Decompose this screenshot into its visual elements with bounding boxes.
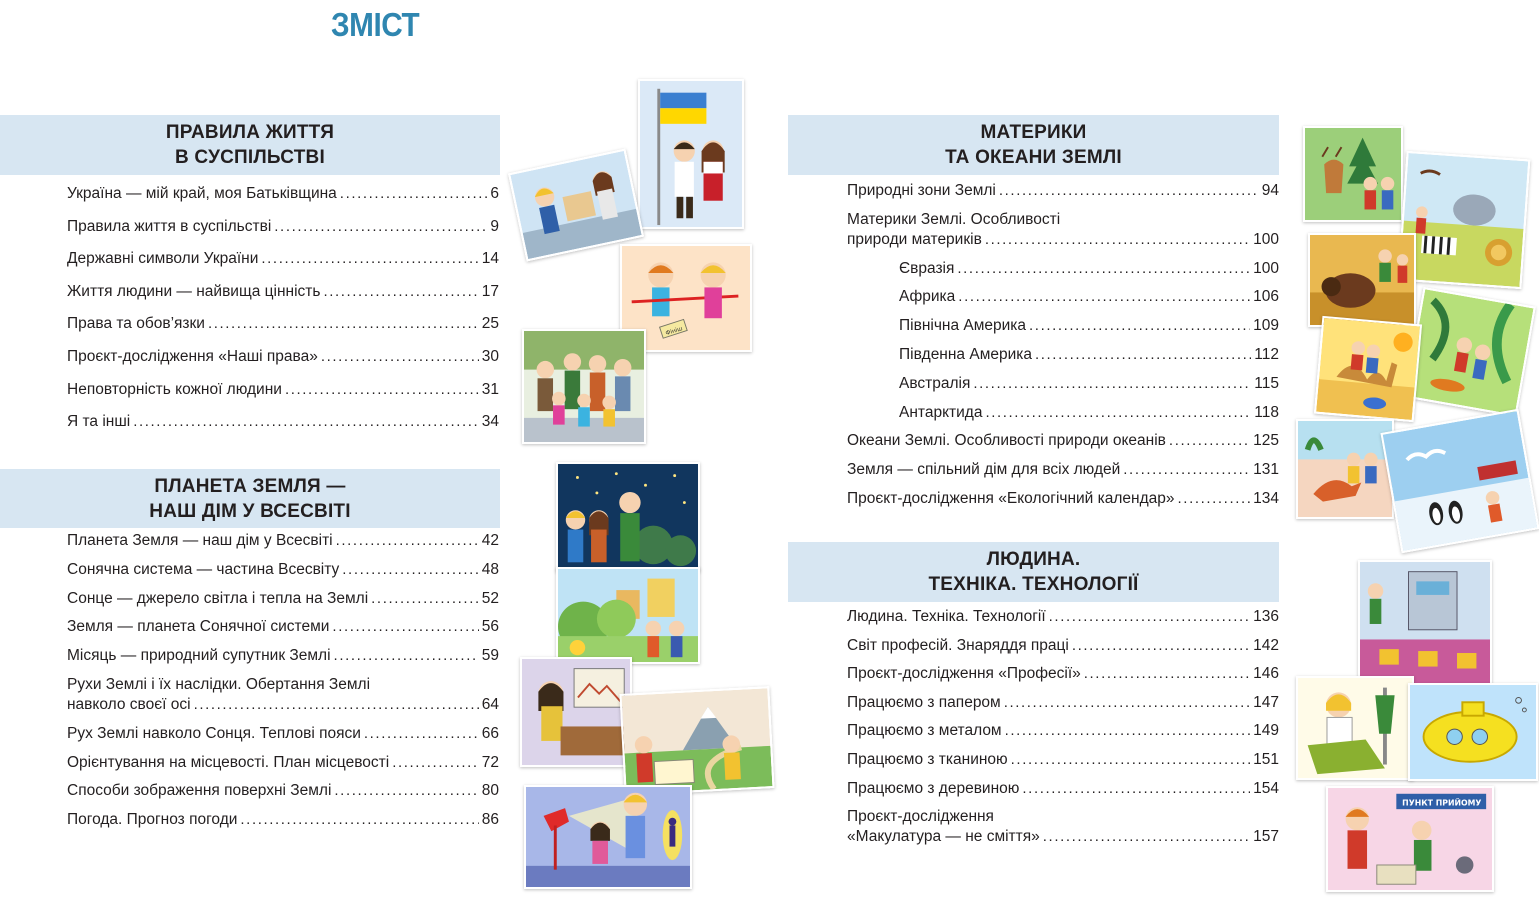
toc-entry[interactable] xyxy=(67,810,499,830)
toc-entry-title: Людина. Техніка. Технології xyxy=(847,608,1046,625)
section-header-planet-earth xyxy=(0,469,500,528)
illustration-paper-collection xyxy=(1326,786,1494,892)
toc-page-number: 100 xyxy=(1253,259,1279,277)
toc-dot-leader xyxy=(274,217,487,237)
toc-page-number: 118 xyxy=(1254,403,1279,421)
toc-page-number: 109 xyxy=(1253,317,1279,335)
toc-entry-title: Працюємо з деревиною xyxy=(847,779,1020,797)
toc-entry[interactable] xyxy=(67,347,499,367)
toc-entry[interactable] xyxy=(67,753,499,773)
illustration-submarine xyxy=(1408,683,1538,781)
toc-page-number: 134 xyxy=(1253,489,1279,507)
toc-dot-leader xyxy=(285,380,479,400)
toc-dot-leader xyxy=(334,646,479,666)
illustration-australia xyxy=(1296,419,1394,519)
toc-page-number: 149 xyxy=(1253,722,1279,740)
section-header-continents-oceans xyxy=(788,115,1279,175)
toc-entry[interactable] xyxy=(847,721,1279,741)
toc-entry[interactable] xyxy=(67,217,499,237)
toc-dot-leader xyxy=(958,287,1250,307)
toc-page-number: 80 xyxy=(481,782,499,800)
illustration-light-shadow xyxy=(524,785,692,889)
finish-sign-text: Фініш xyxy=(665,326,684,338)
toc-page-number: 6 xyxy=(490,185,499,202)
toc-list-human-technology xyxy=(847,607,1279,847)
toc-dot-leader xyxy=(334,781,478,801)
toc-page-number: 106 xyxy=(1253,288,1279,306)
illustration-flag-children xyxy=(638,79,744,229)
toc-entry-title: Погода. Прогноз погоди xyxy=(67,811,238,829)
toc-entry-title: Правила життя в суспільстві xyxy=(67,217,272,235)
toc-entry[interactable] xyxy=(847,210,1279,250)
toc-entry[interactable] xyxy=(847,460,1279,480)
toc-dot-leader xyxy=(1005,721,1251,741)
toc-entry[interactable] xyxy=(847,316,1279,336)
toc-page-number: 146 xyxy=(1253,665,1279,683)
toc-entry[interactable] xyxy=(847,259,1279,279)
toc-dot-leader xyxy=(1123,460,1250,480)
toc-entry-title: Океани Землі. Особливості природи океанів xyxy=(847,432,1166,450)
toc-entry-title: Природні зони Землі xyxy=(847,182,996,199)
toc-entry-title: Африка xyxy=(899,288,956,306)
toc-dot-leader xyxy=(194,695,479,715)
toc-entry[interactable] xyxy=(847,489,1279,509)
toc-dot-leader xyxy=(973,374,1251,394)
toc-entry-title: Державні символи України xyxy=(67,250,259,268)
toc-entry-title: Світ професій. Знаряддя праці xyxy=(847,636,1069,654)
toc-entry[interactable] xyxy=(847,750,1279,770)
toc-dot-leader xyxy=(1035,345,1251,365)
toc-dot-leader xyxy=(1178,489,1251,509)
toc-dot-leader xyxy=(321,347,479,367)
toc-entry-title: Проєкт-дослідження «Професії» xyxy=(847,665,1081,683)
toc-page-number: 30 xyxy=(481,347,499,365)
toc-entry-title: Австралія xyxy=(899,374,971,392)
section-header-rules-of-life xyxy=(0,115,500,175)
toc-dot-leader xyxy=(1043,827,1250,847)
toc-entry[interactable] xyxy=(67,589,499,609)
toc-entry[interactable] xyxy=(67,282,499,302)
toc-entry-title: навколо своєї осі xyxy=(67,695,191,713)
illustration-map-worker xyxy=(520,657,632,767)
toc-entry-title: Земля — спільний дім для всіх людей xyxy=(847,461,1121,479)
toc-dot-leader xyxy=(364,724,479,744)
illustration-forest-deer xyxy=(1303,126,1403,222)
toc-dot-leader xyxy=(1011,750,1250,770)
section-title-line-1: ПРАВИЛА ЖИТТЯ xyxy=(165,122,335,143)
toc-entry-title: природи материків xyxy=(847,230,982,248)
toc-dot-leader xyxy=(1169,431,1250,451)
toc-entry[interactable] xyxy=(847,181,1279,201)
section-title-line-1: ЛЮДИНА. xyxy=(986,549,1081,570)
toc-page-number: 115 xyxy=(1254,374,1279,392)
toc-entry[interactable] xyxy=(847,779,1279,799)
toc-dot-leader xyxy=(999,181,1259,201)
toc-dot-leader xyxy=(1029,316,1250,336)
page-title: ЗМІСТ xyxy=(331,6,420,43)
toc-entry[interactable] xyxy=(847,345,1279,365)
toc-entry-title: Рухи Землі і їх наслідки. Обертання Землі xyxy=(67,675,371,693)
toc-entry[interactable] xyxy=(67,249,499,269)
toc-entry[interactable] xyxy=(847,607,1279,627)
toc-page-number: 86 xyxy=(481,811,499,829)
toc-page-number: 48 xyxy=(481,560,499,578)
toc-page-number: 52 xyxy=(481,589,499,607)
toc-entry-title: Орієнтування на місцевості. План місцевості xyxy=(67,753,390,771)
illustration-bison xyxy=(1308,233,1416,327)
toc-dot-leader xyxy=(1049,607,1250,627)
toc-entry[interactable] xyxy=(67,412,499,432)
toc-dot-leader xyxy=(240,810,478,830)
toc-list-rules-of-life xyxy=(67,184,499,432)
toc-entry-title: Південна Америка xyxy=(899,345,1032,363)
toc-dot-leader xyxy=(261,249,478,269)
toc-entry[interactable] xyxy=(67,184,499,204)
toc-entry-title: Євразія xyxy=(899,259,955,277)
toc-entry-title: Місяць — природний супутник Землі xyxy=(67,647,331,665)
toc-dot-leader xyxy=(957,259,1250,279)
toc-dot-leader xyxy=(1022,779,1250,799)
toc-entry-title: Рух Землі навколо Сонця. Теплові пояси xyxy=(67,724,361,742)
illustration-mountain-hike xyxy=(619,686,774,796)
toc-entry[interactable] xyxy=(847,431,1279,451)
toc-list-continents-oceans xyxy=(847,181,1279,509)
toc-entry[interactable] xyxy=(67,724,499,744)
toc-dot-leader xyxy=(323,282,478,302)
toc-entry[interactable] xyxy=(67,781,499,801)
toc-page-number: 31 xyxy=(481,380,499,398)
toc-entry-title: Працюємо з тканиною xyxy=(847,750,1008,768)
toc-dot-leader xyxy=(1072,636,1250,656)
toc-page-number: 100 xyxy=(1253,230,1279,248)
toc-entry-title: Україна — мій край, моя Батьківщина xyxy=(67,185,337,202)
toc-entry-title: Проєкт-дослідження xyxy=(847,808,994,826)
toc-entry[interactable] xyxy=(847,374,1279,394)
toc-dot-leader xyxy=(985,230,1250,250)
toc-page-number: 147 xyxy=(1253,693,1279,711)
toc-entry-title: Способи зображення поверхні Землі xyxy=(67,782,332,800)
toc-entry[interactable] xyxy=(67,617,499,637)
toc-dot-leader xyxy=(340,184,488,204)
toc-page-number: 151 xyxy=(1253,750,1279,768)
toc-page-number: 42 xyxy=(481,532,499,549)
toc-entry[interactable] xyxy=(847,636,1279,656)
toc-entry-title: Працюємо з папером xyxy=(847,693,1001,711)
toc-page-number: 154 xyxy=(1253,779,1279,797)
toc-entry-title: Я та інші xyxy=(67,413,131,431)
toc-entry[interactable] xyxy=(67,380,499,400)
toc-page-number: 157 xyxy=(1253,828,1279,846)
toc-page-number: 34 xyxy=(481,413,499,431)
section-title-line-2: В СУСПІЛЬСТВІ xyxy=(175,147,325,168)
toc-dot-leader xyxy=(1084,664,1250,684)
toc-dot-leader xyxy=(985,403,1251,423)
toc-entry-title: Неповторність кожної людини xyxy=(67,380,282,398)
toc-page-number: 66 xyxy=(481,724,499,742)
toc-entry-title: «Макулатура — не сміття» xyxy=(847,828,1040,846)
illustration-ironing xyxy=(1296,676,1414,780)
toc-entry[interactable] xyxy=(67,675,499,715)
toc-page-number: 131 xyxy=(1253,461,1279,479)
toc-entry[interactable] xyxy=(847,664,1279,684)
toc-entry[interactable] xyxy=(67,646,499,666)
toc-page-number: 59 xyxy=(481,647,499,665)
section-title-line-1: ПЛАНЕТА ЗЕМЛЯ — xyxy=(154,475,346,497)
toc-page-number: 25 xyxy=(481,315,499,333)
toc-dot-leader xyxy=(1004,693,1250,713)
collection-point-sign-text: ПУНКТ ПРИЙОМУ xyxy=(1402,798,1482,808)
toc-entry-title: Проєкт-дослідження «Екологічний календар» xyxy=(847,489,1175,507)
toc-dot-leader xyxy=(336,531,479,551)
illustration-jungle xyxy=(1404,287,1536,417)
toc-page-number: 125 xyxy=(1253,432,1279,450)
illustration-family xyxy=(522,329,646,444)
section-title-line-2: ТЕХНІКА. ТЕХНОЛОГІЇ xyxy=(928,574,1139,595)
toc-dot-leader xyxy=(208,314,479,334)
toc-page-number: 112 xyxy=(1254,345,1279,363)
illustration-factory-robot xyxy=(1358,560,1492,686)
toc-entry-title: Планета Земля — наш дім у Всесвіті xyxy=(67,532,333,549)
toc-page-number: 17 xyxy=(481,282,499,300)
illustration-savanna-zebra xyxy=(1398,151,1531,289)
toc-entry-title: Північна Америка xyxy=(899,317,1027,335)
section-title-line-2: НАШ ДІМ У ВСЕСВІТІ xyxy=(149,500,351,522)
toc-entry[interactable] xyxy=(67,314,499,334)
toc-dot-leader xyxy=(342,560,478,580)
toc-entry-title: Сонячна система — частина Всесвіту xyxy=(67,560,340,578)
toc-page-number: 14 xyxy=(481,250,499,268)
toc-page-number: 72 xyxy=(481,753,499,771)
toc-entry[interactable] xyxy=(67,560,499,580)
toc-entry-title: Проєкт-дослідження «Наші права» xyxy=(67,347,318,365)
toc-entry-title: Права та обов’язки xyxy=(67,315,205,333)
toc-dot-leader xyxy=(392,753,479,773)
toc-entry[interactable] xyxy=(847,403,1279,423)
toc-entry[interactable] xyxy=(847,287,1279,307)
toc-dot-leader xyxy=(133,412,479,432)
toc-entry[interactable] xyxy=(847,807,1279,847)
section-title-line-2: ТА ОКЕАНИ ЗЕМЛІ xyxy=(945,147,1122,168)
illustration-night-sky xyxy=(556,462,700,572)
toc-list-planet-earth xyxy=(67,531,499,830)
illustration-sunny-landscape xyxy=(556,567,700,664)
illustration-antarctica xyxy=(1380,409,1539,553)
toc-entry-title: Антарктида xyxy=(899,403,983,421)
toc-entry[interactable] xyxy=(847,693,1279,713)
toc-page-number: 136 xyxy=(1253,608,1279,625)
illustration-desert-camel xyxy=(1314,316,1422,422)
toc-entry-title: Сонце — джерело світла і тепла на Землі xyxy=(67,589,369,607)
toc-page-number: 56 xyxy=(481,618,499,636)
section-header-human-technology xyxy=(788,542,1279,602)
section-title-line-1: МАТЕРИКИ xyxy=(980,122,1087,143)
toc-entry-title: Материки Землі. Особливості xyxy=(847,210,1061,228)
toc-page-number: 64 xyxy=(481,695,499,713)
toc-entry-title: Працюємо з металом xyxy=(847,722,1002,740)
toc-entry-title: Земля — планета Сонячної системи xyxy=(67,618,330,636)
toc-page-number: 142 xyxy=(1253,636,1279,654)
toc-page-number: 9 xyxy=(490,217,499,235)
toc-entry-title: Життя людини — найвища цінність xyxy=(67,282,321,300)
toc-dot-leader xyxy=(371,589,479,609)
toc-entry[interactable] xyxy=(67,531,499,551)
toc-dot-leader xyxy=(332,617,478,637)
toc-page-number: 94 xyxy=(1261,182,1279,199)
